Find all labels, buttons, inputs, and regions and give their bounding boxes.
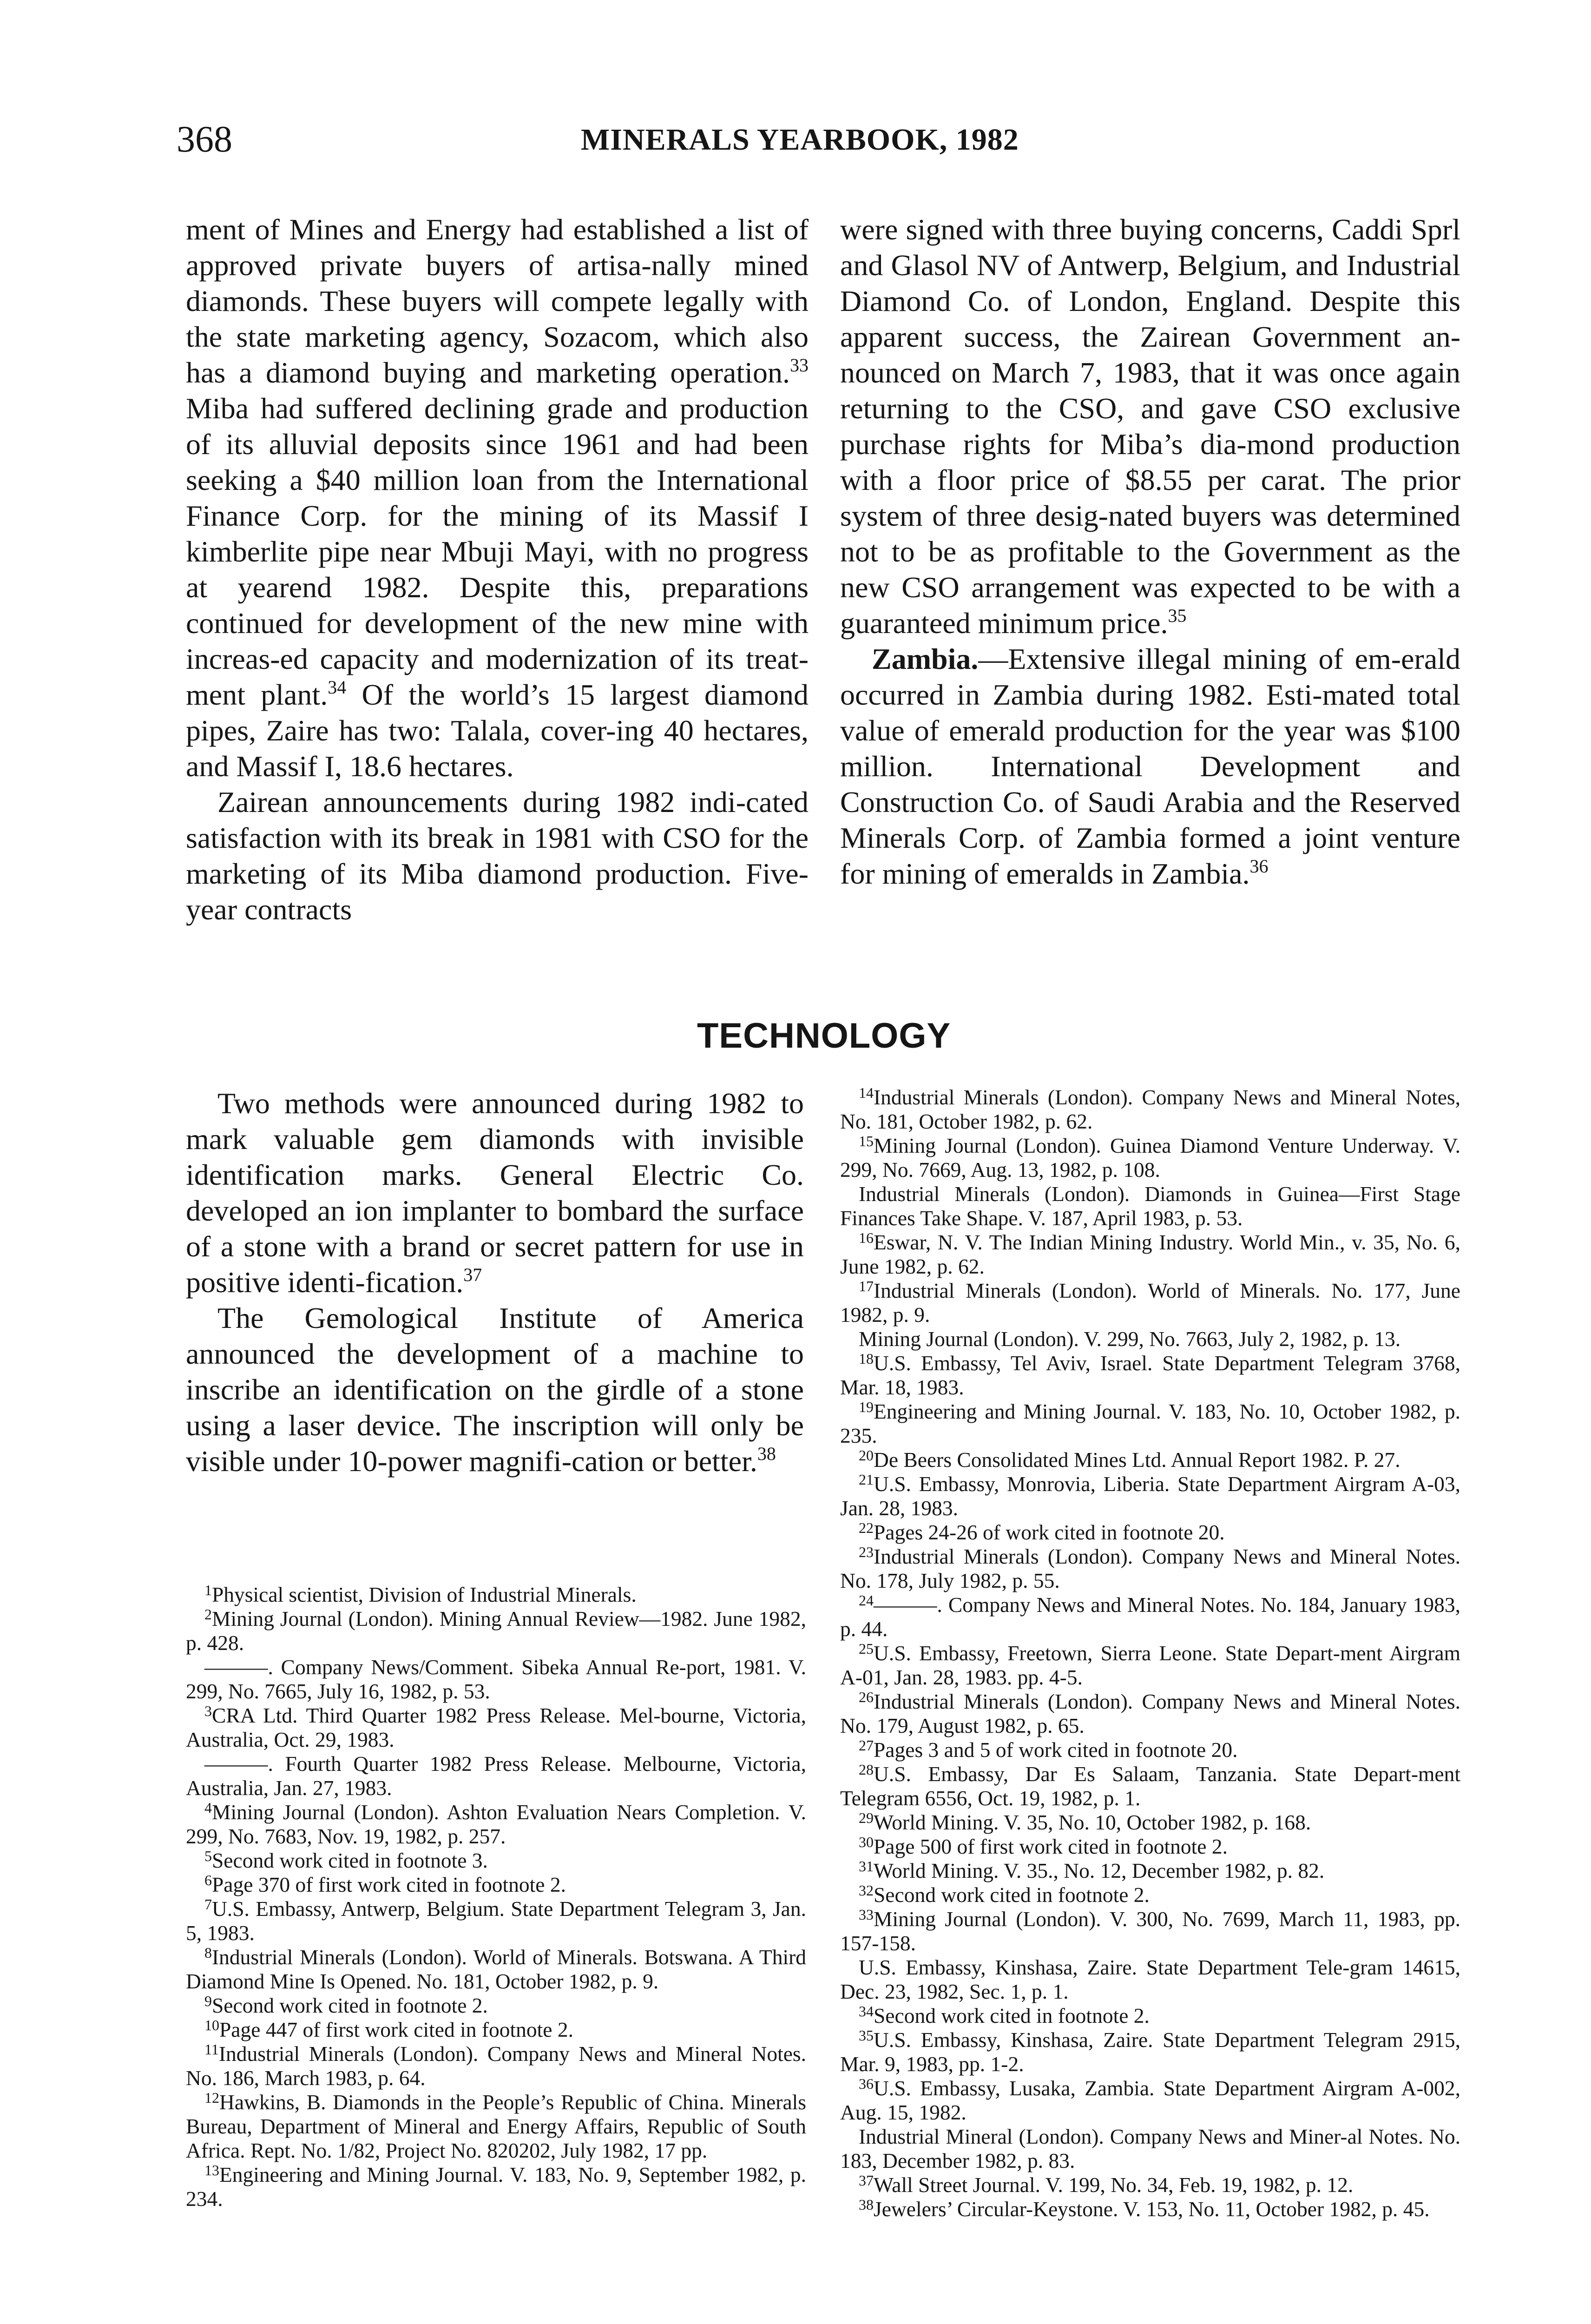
zambia-run-in-heading: Zambia. <box>872 642 979 675</box>
footnote: $^{18}$U.S. Embassy, Tel Aviv, Israel. State Department Telegram 3768, Mar. 18, 1983. <box>840 1350 1460 1399</box>
footnote: $^{26}$Industrial Minerals (London). Company News and Mineral Notes. No. 179, August 1982, p. 65. <box>840 1689 1460 1737</box>
technology-paragraph-1: Two methods were announced during 1982 to mark valuable gem diamonds with invisible identification marks. General Electric Co. developed an ion implanter to bombard the surface of a stone with a brand or secret pattern for use in positive identi-fication.$^{37}$ <box>186 1087 804 1299</box>
footnote: $^{25}$U.S. Embassy, Freetown, Sierra Leone. State Depart-ment Airgram A-01, Jan. 28, 1983. pp. 4-5. <box>840 1640 1460 1689</box>
footnote: $^4$Mining Journal (London). Ashton Evaluation Nears Completion. V. 299, No. 7683, Nov. 19, 1982, p. 257. <box>186 1799 806 1848</box>
footnote: $^{11}$Industrial Minerals (London). Company News and Mineral Notes. No. 186, March 1983, p. 64. <box>186 2041 806 2090</box>
page-number: 368 <box>177 119 232 160</box>
left-column <box>186 211 809 927</box>
footnote: $^1$Physical scientist, Division of Industrial Minerals. <box>204 1582 637 1606</box>
footnote: $^7$U.S. Embassy, Antwerp, Belgium. State Department Telegram 3, Jan. 5, 1983. <box>186 1896 806 1945</box>
zambia-paragraph: Zambia.—Extensive illegal mining of em-erald occurred in Zambia during 1982. Esti-mated total value of emerald production for the year was $100 million. International Development and Construction Co. of Saudi Arabia and the Reserved Minerals Corp. of Zambia formed a joint venture for mining of emeralds in Zambia.$^{36}$ <box>840 642 1460 890</box>
running-head <box>177 119 1510 160</box>
technology-section <box>186 1085 804 1479</box>
technology-paragraph-2: The Gemological Institute of America announced the development of a machine to inscribe an identification on the girdle of a stone using a laser device. The inscription will only be visible under 10-power magnifi-cation or better.$^{38}$ <box>186 1301 804 1478</box>
footnote: Mining Journal (London). V. 299, No. 7663, July 2, 1982, p. 13. <box>859 1327 1401 1351</box>
section-heading-technology: TECHNOLOGY <box>697 1016 951 1056</box>
footnote: $^{13}$Engineering and Mining Journal. V. 183, No. 9, September 1982, p. 234. <box>186 2162 806 2211</box>
footnote: $^{24}$———. Company News and Mineral Notes. No. 184, January 1983, p. 44. <box>840 1592 1460 1641</box>
footnote: $^{30}$Page 500 of first work cited in footnote 2. <box>859 1834 1228 1858</box>
footnote: $^{15}$Mining Journal (London). Guinea Diamond Venture Underway. V. 299, No. 7669, Aug. 13, 1982, p. 108. <box>840 1133 1460 1182</box>
footnote: $^8$Industrial Minerals (London). World of Minerals. Botswana. A Third Diamond Mine Is Opened. No. 181, October 1982, p. 9. <box>186 1944 806 1993</box>
footnote: $^5$Second work cited in footnote 3. <box>204 1848 488 1872</box>
footnote-ref[interactable]: 36 <box>1249 856 1269 877</box>
footnote-ref[interactable]: 37 <box>463 1264 482 1285</box>
footnote: $^{33}$Mining Journal (London). V. 300, No. 7699, March 11, 1983, pp. 157-158. <box>840 1906 1460 1955</box>
footnote: U.S. Embassy, Kinshasa, Zaire. State Department Tele-gram 14615, Dec. 23, 1982, Sec. 1, p. 1. <box>840 1955 1460 2003</box>
footnote-ref[interactable]: 35 <box>1168 605 1187 626</box>
footnote: $^{23}$Industrial Minerals (London). Company News and Mineral Notes. No. 178, July 1982, p. 55. <box>840 1544 1460 1592</box>
footnote: ———. Company News/Comment. Sibeka Annual Re-port, 1981. V. 299, No. 7665, July 16, 1982, p. 53. <box>186 1655 806 1703</box>
footnote: $^{29}$World Mining. V. 35, No. 10, October 1982, p. 168. <box>859 1809 1311 1834</box>
footnote: $^{34}$Second work cited in footnote 2. <box>859 2003 1150 2027</box>
footnotes-left <box>186 1583 806 2211</box>
footnotes-right <box>840 1085 1460 2221</box>
footnote: $^{38}$Jewelers’ Circular-Keystone. V. 153, No. 11, October 1982, p. 45. <box>859 2196 1430 2221</box>
zairean-announcements-paragraph: Zairean announcements during 1982 indi-cated satisfaction with its break in 1981 with CSO for the marketing of its Miba diamond production. Five-year contracts <box>186 786 809 926</box>
footnote: $^3$CRA Ltd. Third Quarter 1982 Press Release. Mel-bourne, Victoria, Australia, Oct. 29, 1983. <box>186 1703 806 1751</box>
running-title: MINERALS YEARBOOK, 1982 <box>581 123 1019 157</box>
footnote: $^{37}$Wall Street Journal. V. 199, No. 34, Feb. 19, 1982, p. 12. <box>859 2172 1354 2197</box>
footnote: $^{32}$Second work cited in footnote 2. <box>859 1882 1150 1907</box>
footnote: $^{16}$Eswar, N. V. The Indian Mining Industry. World Min., v. 35, No. 6, June 1982, p. 62. <box>840 1229 1460 1278</box>
footnote: $^{36}$U.S. Embassy, Lusaka, Zambia. State Department Airgram A-002, Aug. 15, 1982. <box>840 2075 1460 2124</box>
footnote: $^{28}$U.S. Embassy, Dar Es Salaam, Tanzania. State Depart-ment Telegram 6556, Oct. 19, 1982, p. 1. <box>840 1761 1460 1810</box>
footnote: $^{22}$Pages 24-26 of work cited in footnote 20. <box>859 1519 1225 1544</box>
footnote: $^{12}$Hawkins, B. Diamonds in the People’s Republic of China. Minerals Bureau, Department of Mineral and Energy Affairs, Republic of South Africa. Rept. No. 1/82, Project No. 820202, July 1982, 17 pp. <box>186 2089 806 2162</box>
footnote: $^{21}$U.S. Embassy, Monrovia, Liberia. State Department Airgram A-03, Jan. 28, 1983. <box>840 1471 1460 1520</box>
footnote: $^{35}$U.S. Embassy, Kinshasa, Zaire. State Department Telegram 2915, Mar. 9, 1983, pp. 1-2. <box>840 2027 1460 2076</box>
footnote: $^2$Mining Journal (London). Mining Annual Review—1982. June 1982, p. 428. <box>186 1606 806 1655</box>
footnote: $^9$Second work cited in footnote 2. <box>204 1993 488 2017</box>
footnote: $^{20}$De Beers Consolidated Mines Ltd. Annual Report 1982. P. 27. <box>859 1447 1400 1472</box>
footnote: $^{10}$Page 447 of first work cited in footnote 2. <box>204 2017 573 2041</box>
footnote: Industrial Mineral (London). Company News and Miner-al Notes. No. 183, December 1982, p. 83. <box>840 2125 1460 2172</box>
footnote-ref[interactable]: 34 <box>328 677 347 698</box>
footnote-ref[interactable]: 33 <box>790 355 809 376</box>
footnote: $^{17}$Industrial Minerals (London). World of Minerals. No. 177, June 1982, p. 9. <box>840 1278 1460 1327</box>
footnote: $^6$Page 370 of first work cited in footnote 2. <box>204 1872 566 1896</box>
footnote: $^{27}$Pages 3 and 5 of work cited in footnote 20. <box>859 1737 1238 1762</box>
footnote: ———. Fourth Quarter 1982 Press Release. Melbourne, Victoria, Australia, Jan. 27, 1983. <box>186 1752 806 1800</box>
contracts-paragraph: were signed with three buying concerns, Caddi Sprl and Glasol NV of Antwerp, Belgium, and Industrial Diamond Co. of London, England. Despite this apparent success, the Zairean Government an-nounced on March 7, 1983, that it was once again returning to the CSO, and gave CSO exclusive purchase rights for Miba’s dia-mond production with a floor price of $8.55 per carat. The prior system of three desig-nated buyers was determined not to be as profitable to the Government as the new CSO arrangement was expected to be with a guaranteed minimum price.$^{35}$ <box>840 213 1460 640</box>
footnote: Industrial Minerals (London). Diamonds in Guinea—First Stage Finances Take Shape. V. 187, April 1983, p. 53. <box>840 1182 1460 1230</box>
footnote: $^{19}$Engineering and Mining Journal. V. 183, No. 10, October 1982, p. 235. <box>840 1399 1460 1447</box>
footnote: $^{31}$World Mining. V. 35., No. 12, December 1982, p. 82. <box>859 1858 1325 1882</box>
footnote-ref[interactable]: 38 <box>757 1443 776 1464</box>
right-column <box>840 211 1460 891</box>
footnote: $^{14}$Industrial Minerals (London). Company News and Mineral Notes, No. 181, October 1982, p. 62. <box>840 1084 1460 1133</box>
zaire-paragraph-continued: ment of Mines and Energy had established a list of approved private buyers of artisa-nally mined diamonds. These buyers will compete legally with the state marketing agency, Sozacom, which also has a diamond buying and marketing operation.$^{33}$ Miba had suffered declining grade and production of its alluvial deposits since 1961 and had been seeking a $40 million loan from the International Finance Corp. for the mining of its Massif I kimberlite pipe near Mbuji Mayi, with no progress at yearend 1982. Despite this, preparations continued for development of the new mine with increas-ed capacity and modernization of its treat-ment plant.$^{34}$ Of the world’s 15 largest diamond pipes, Zaire has two: Talala, cover-ing 40 hectares, and Massif I, 18.6 hectares. <box>186 213 809 783</box>
